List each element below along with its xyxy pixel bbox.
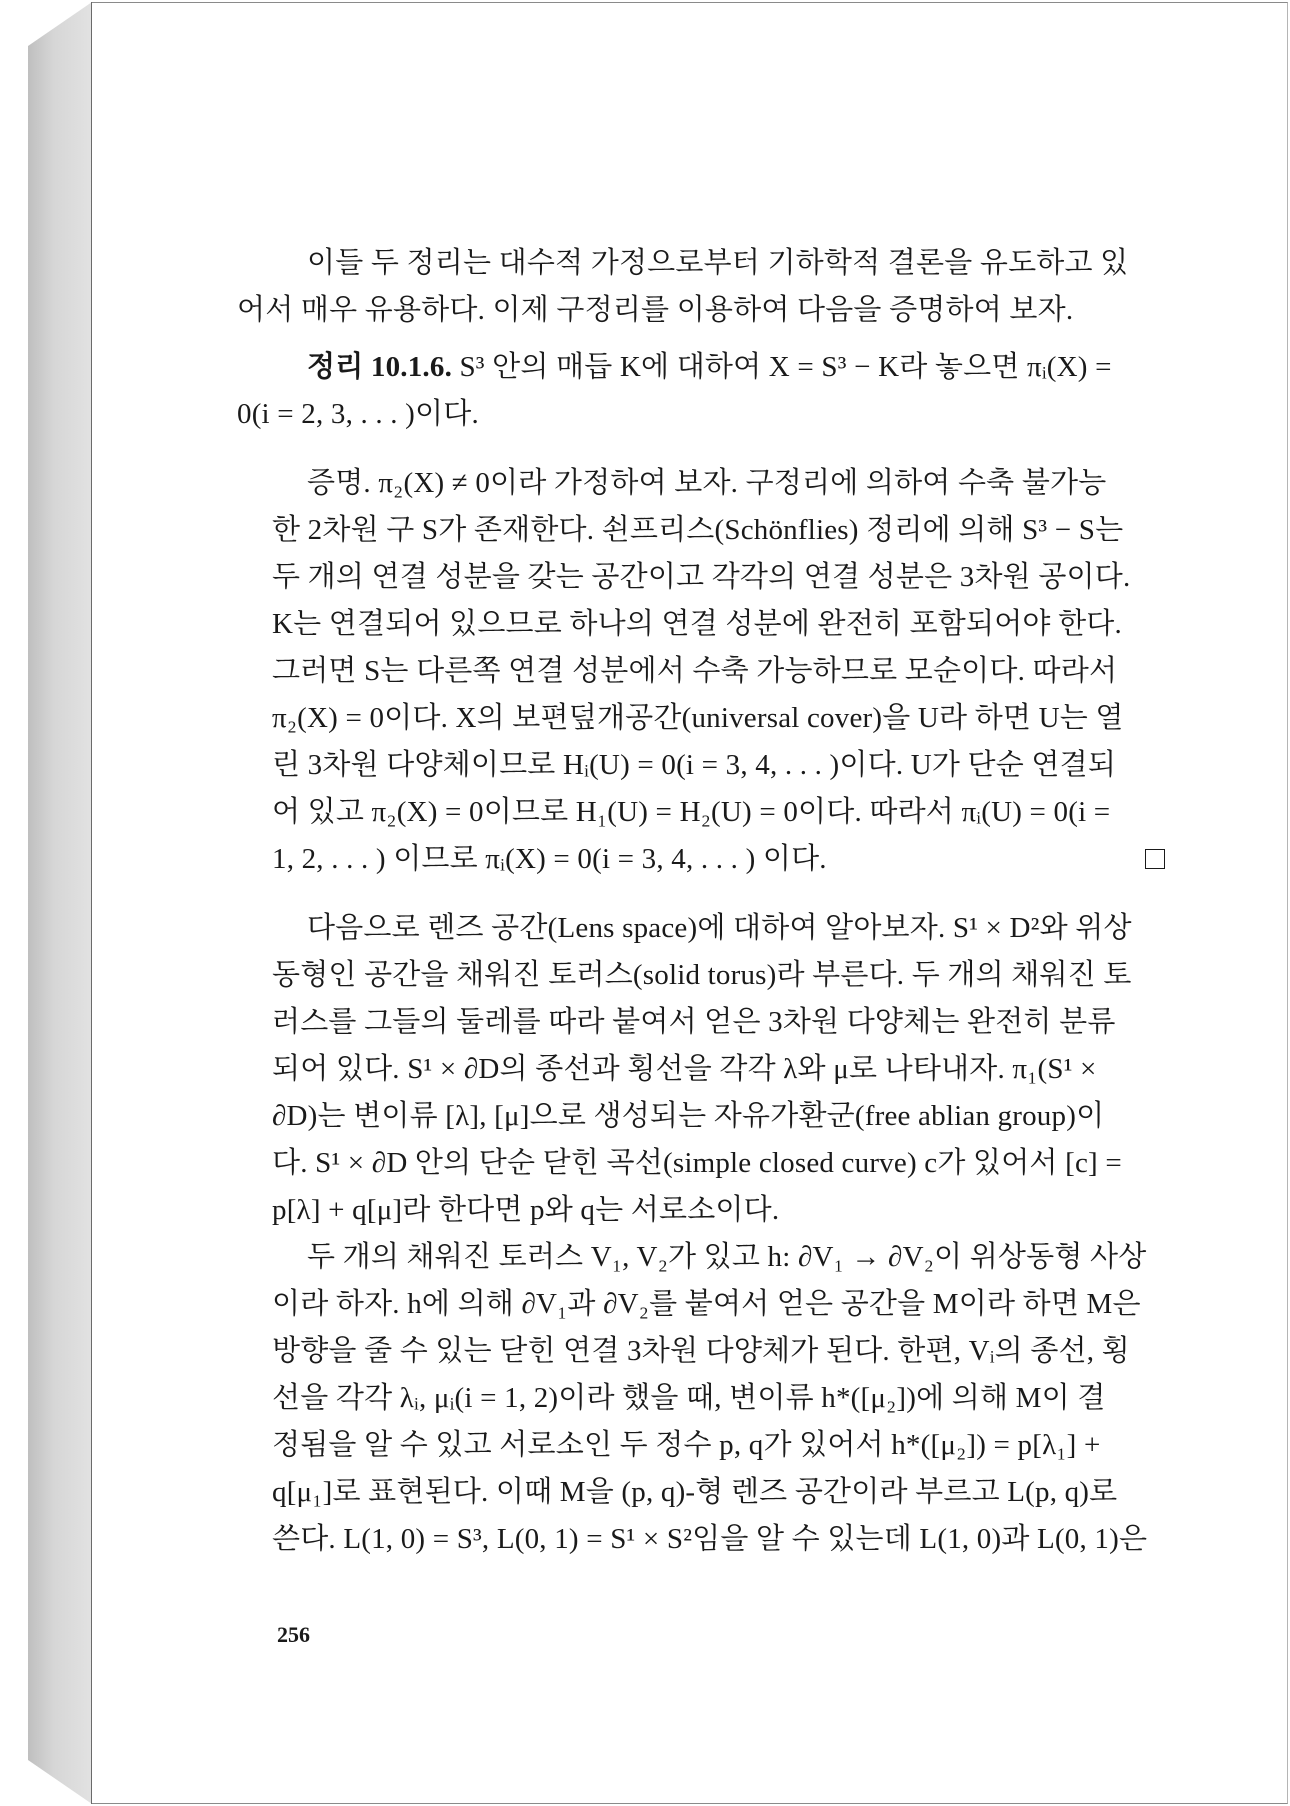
theorem-text: S³ 안의 매듭 K에 대하여 X = S³ − K라 놓으면 πᵢ(X) = bbox=[452, 351, 1112, 383]
proof-line: 한 2차원 구 S가 존재한다. 쇤프리스(Schönflies) 정리에 의해 S³ − S는 bbox=[272, 514, 1124, 546]
proof-line: 어 있고 π₂(X) = 0이므로 H₁(U) = H₂(U) = 0이다. 따라서 πᵢ(U) = 0(i = bbox=[272, 796, 1111, 828]
proof-paragraph bbox=[272, 460, 1167, 883]
proof-line: K는 연결되어 있으므로 하나의 연결 성분에 완전히 포함되어야 한다. bbox=[272, 608, 1122, 640]
theorem-line: 0(i = 2, 3, . . . )이다. bbox=[237, 398, 479, 430]
lens-line: 다음으로 렌즈 공간(Lens space)에 대하여 알아보자. S¹ × D²와 위상 bbox=[307, 912, 1132, 944]
gluing-line: 정됨을 알 수 있고 서로소인 두 정수 p, q가 있어서 h*([μ₂]) = p[λ₁] + bbox=[272, 1429, 1101, 1461]
qed-square-icon bbox=[1145, 849, 1165, 869]
gluing-line: 쓴다. L(1, 0) = S³, L(0, 1) = S¹ × S²임을 알 수 있는데 L(1, 0)과 L(0, 1)은 bbox=[272, 1523, 1148, 1555]
lens-line: 되어 있다. S¹ × ∂D의 종선과 횡선을 각각 λ와 μ로 나타내자. π₁(S¹ × bbox=[272, 1053, 1097, 1085]
proof-line: 두 개의 연결 성분을 갖는 공간이고 각각의 연결 성분은 3차원 공이다. bbox=[272, 561, 1131, 593]
lens-line: 동형인 공간을 채워진 토러스(solid torus)라 부른다. 두 개의 채워진 토 bbox=[272, 959, 1132, 991]
lens-line: p[λ] + q[μ]라 한다면 p와 q는 서로소이다. bbox=[272, 1194, 780, 1226]
proof-line: 증명. π₂(X) ≠ 0이라 가정하여 보자. 구정리에 의하여 수축 불가능 bbox=[307, 467, 1107, 499]
lens-line: 러스를 그들의 둘레를 따라 붙여서 얻은 3차원 다양체는 완전히 분류 bbox=[272, 1006, 1116, 1038]
book-spine-edge bbox=[28, 2, 92, 1804]
lens-line: 다. S¹ × ∂D 안의 단순 닫힌 곡선(simple closed curve) c가 있어서 [c] = bbox=[272, 1147, 1122, 1179]
lens-space-paragraph bbox=[272, 905, 1167, 1234]
page-text bbox=[237, 240, 1167, 1563]
page-number: 256 bbox=[277, 1622, 310, 1647]
proof-last-line bbox=[272, 836, 1167, 883]
gluing-line: 방향을 줄 수 있는 닫힌 연결 3차원 다양체가 된다. 한편, Vᵢ의 종선, 횡 bbox=[272, 1335, 1130, 1367]
theorem-line bbox=[272, 344, 1167, 391]
theorem-10-1-6 bbox=[237, 344, 1167, 438]
intro-paragraph bbox=[237, 240, 1167, 334]
proof-line: 그러면 S는 다른쪽 연결 성분에서 수축 가능하므로 모순이다. 따라서 bbox=[272, 655, 1118, 687]
gluing-line: q[μ₁]로 표현된다. 이때 M을 (p, q)-형 렌즈 공간이라 부르고 L(p, q)로 bbox=[272, 1476, 1118, 1508]
gluing-line: 이라 하자. h에 의해 ∂V₁과 ∂V₂를 붙여서 얻은 공간을 M이라 하면 M은 bbox=[272, 1288, 1141, 1320]
proof-line: π₂(X) = 0이다. X의 보편덮개공간(universal cover)을 U라 하면 U는 열 bbox=[272, 702, 1124, 734]
proof-line: 린 3차원 다양체이므로 Hᵢ(U) = 0(i = 3, 4, . . . )이다. U가 단순 연결되 bbox=[272, 749, 1117, 781]
theorem-label: 정리 10.1.6. bbox=[307, 351, 453, 383]
gluing-line: 선을 각각 λᵢ, μᵢ(i = 1, 2)이라 했을 때, 변이류 h*([μ₂])에 의해 M이 결 bbox=[272, 1382, 1106, 1414]
lens-line: ∂D)는 변이류 [λ], [μ]으로 생성되는 자유가환군(free ablian group)이 bbox=[272, 1100, 1105, 1132]
gluing-paragraph bbox=[272, 1234, 1167, 1563]
intro-line: 이들 두 정리는 대수적 가정으로부터 기하학적 결론을 유도하고 있 bbox=[307, 247, 1129, 279]
proof-line: 1, 2, . . . ) 이므로 πᵢ(X) = 0(i = 3, 4, . . . ) 이다. bbox=[272, 843, 827, 875]
gluing-line: 두 개의 채워진 토러스 V₁, V₂가 있고 h: ∂V₁ → ∂V₂이 위상동형 사상 bbox=[307, 1241, 1147, 1273]
intro-line: 어서 매우 유용하다. 이제 구정리를 이용하여 다음을 증명하여 보자. bbox=[237, 294, 1074, 326]
